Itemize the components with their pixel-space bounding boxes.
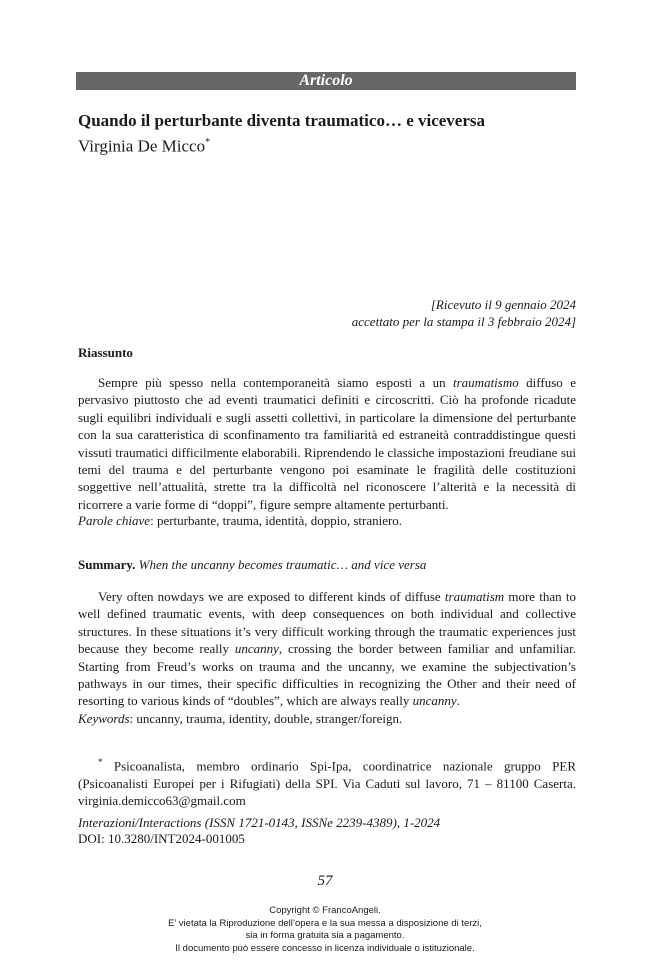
author-name: Virginia De Micco [78,136,206,156]
riassunto-text-part: diffuso e pervasivo piuttosto che ad eventi traumatici definiti e circoscritti. Ciò ha profonde ricadute sugli equilibri individuali e sugli assetti collettivi, in particolare la dimensione del perturbante con la sua caratteristica di sconfinamento tra familiarità ed estraneità contraddistingue questi vissuti traumatici difficilmente elaborabili. Riprendendo le classiche impostazioni freudiane sui temi del trauma e del perturbante vengono poi esaminate le fragilità delle costituzioni soggettive nell’attualità, strette tra la difficoltà nel riconoscere l’alterità e la necessità di ricorrere a varie forme di “doppi”, figure sempre altamente perturbanti. [78,375,576,512]
article-title: Quando il perturbante diventa traumatico… e viceversa [78,111,486,130]
parole-chiave-values: : perturbante, trauma, identità, doppio, straniero. [150,513,403,528]
page-number: 57 [317,873,333,889]
received-accepted-dates [300,296,576,330]
notice-line-4: Il documento può essere concesso in licenza individuale o istituzionale. [175,942,475,954]
notice-line-3: sia in forma gratuita sia a pagamento. [245,930,405,941]
author-footnote-mark: * [205,137,211,148]
summary-subtitle: When the uncanny becomes traumatic… and vice versa [138,557,427,572]
journal-citation: Interazioni/Interactions (ISSN 1721-0143, ISSNe 2239-4389), 1-2024 [78,815,441,830]
doi-line: DOI: 10.3280/INT2024-001005 [78,831,245,846]
summary-heading [78,556,576,573]
summary-text-part: more than to well defined traumatic events, with deep consequences on both individual and collective structures. In these situations it’s very difficult working through the traumatic experiences just because they become really [78,589,576,657]
parole-chiave-label: Parole chiave [78,513,151,528]
keywords [78,710,576,727]
accepted-date: accettato per la stampa il 3 febbraio 2024] [351,314,576,329]
summary-emphasis: traumatism [444,589,505,604]
keywords-values: : uncanny, trauma, identity, double, stranger/foreign. [129,711,403,726]
received-date: [Ricevuto il 9 gennaio 2024 [430,297,576,312]
riassunto-paragraph [78,374,576,513]
footnote-text: Psicoanalista, membro ordinario Spi-Ipa, coordinatrice nazionale gruppo PER (Psicoanalisti Europei per i Rifugiati) della SPI. Via Caduti sul lavoro, 71 – 81100 Caserta. virginia.demicco63@gmail.com [78,758,576,809]
parole-chiave [78,512,576,529]
riassunto-text-part: Sempre più spesso nella contemporaneità siamo esposti a un [98,375,454,390]
summary-text-part: , crossing the border between familiar and unfamiliar. Starting from Freud’s works on trauma and the uncanny, we examine the subjectivation’s pathways in our times, their specific difficulties in recognizing the Other and their need of resorting to various kinds of “doubles”, which are always really [78,641,576,709]
section-label-bar: Articolo [76,72,576,90]
notice-line-1: Copyright © FrancoAngeli. [269,905,381,916]
summary-label: Summary. [78,557,136,572]
article-author [78,132,578,158]
journal-citation-block [78,815,576,847]
keywords-label: Keywords [78,711,130,726]
summary-text-part: Very often nowdays we are exposed to different kinds of diffuse [98,589,445,604]
summary-paragraph [78,588,576,710]
author-footnote [78,754,576,810]
publisher-notice [0,905,650,955]
riassunto-emphasis: traumatismo [453,375,519,390]
riassunto-heading: Riassunto [78,345,133,360]
summary-emphasis: uncanny [234,641,279,657]
summary-text-part: . [456,693,460,709]
footnote-mark: * [98,757,103,767]
summary-emphasis: uncanny [412,693,457,709]
notice-line-2: E’ vietata la Riproduzione dell’opera e la sua messa a disposizione di terzi, [168,917,482,929]
